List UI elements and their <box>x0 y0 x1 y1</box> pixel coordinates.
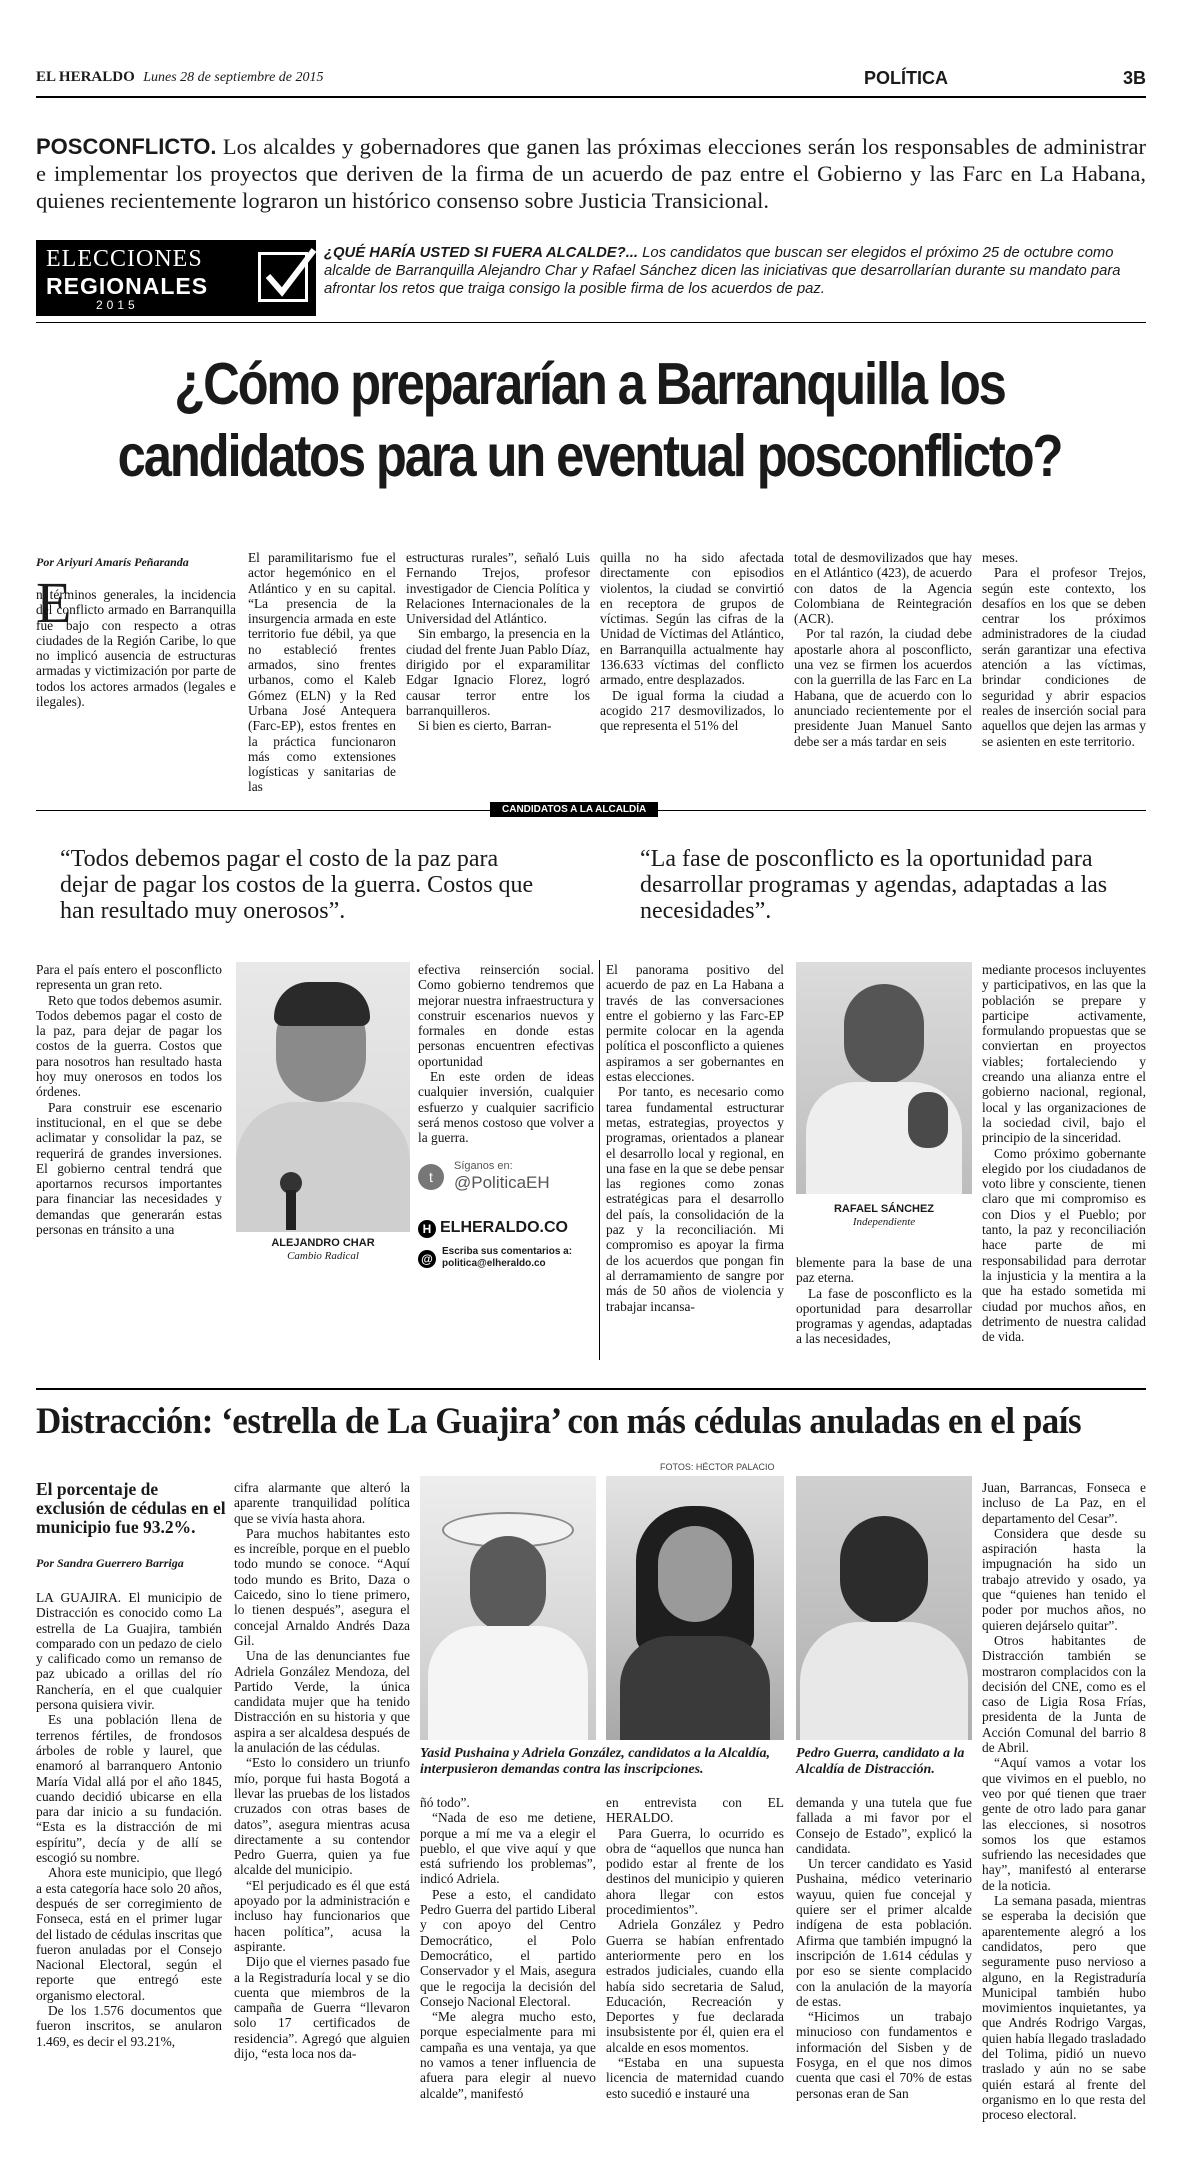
story1-byline: Por Ariyuri Amarís Peñaranda <box>36 555 189 569</box>
story2-col2-paragraph: Para muchos habitantes esto es increíble, porque en el pueblo todo mundo se conoce. “Aquí todo mundo es Brito, Daza o Caicedo, sino lo tiene primero, lo tienen después”, asegura el concejal Arnaldo Andrés Daza Gil. <box>234 1525 410 1648</box>
story1-col5-paragraph: Por tal razón, la ciudad debe apostarle ahora al posconflicto, una vez se firmen los acuerdos con la guerrilla de las Farc en La Habana, que de acuerdo con lo anunciado recientemente por el presidente Juan Manuel Santo debe ser a más tardar en seis <box>794 626 972 749</box>
quote-sanchez: “La fase de posconflicto es la oportunidad para desarrollar programas y agendas, adaptadas a las necesidades”. <box>640 846 1108 924</box>
sanchez-col3-paragraph: mediante procesos incluyentes y participativos, en las que la población se prepare y participe activamente, formulando propuestas que se conviertan en proyectos viables; fortaleciendo y creando una alianza entre el gobierno nacional, regional, local y las organizaciones de la sociedad civil, bajo el principio de la sinceridad. <box>982 962 1146 1146</box>
story1-col1 <box>36 587 236 709</box>
guerra-head <box>840 1516 928 1624</box>
twitter-handle[interactable]: @PoliticaEH <box>454 1173 550 1192</box>
sanchez-photo <box>796 962 972 1194</box>
brand-logo-icon: H <box>418 1220 436 1238</box>
story1-col1-text: n términos generales, la incidencia del conflicto armado en Barranquilla fue bajo con respecto a otras ciudades de la Región Caribe, lo que no implicó ausencia de estructuras armadas y victimización por parte de todos los actores armados (legales e ilegales). <box>36 587 236 710</box>
sanchez-name: RAFAEL SÁNCHEZ <box>833 1203 935 1215</box>
header-rule <box>36 96 1146 98</box>
char-photo <box>236 962 410 1232</box>
sanchez-col3 <box>982 962 1146 1344</box>
story2-col2-paragraph: “El perjudicado es él que está apoyado por la administración e incluso hay funcionarios que hacen política”, acusa la aspirante. <box>234 1877 410 1954</box>
story2-col6-paragraph: Considera que desde su aspiración hasta la impugnación ha sido un trabajo atrevido y osado, ya que “quienes han tenido el poder por muchos años, no quieren dejárselo quitar”. <box>982 1525 1146 1633</box>
story2-summary: El porcentaje de exclusión de cédulas en el municipio fue 93.2%. <box>36 1479 226 1537</box>
story2-col1-paragraph: LA GUAJIRA. El municipio de Distracción es conocido como La estrella de La Guajira, también comparado con un pedazo de cielo y calificado como un remanso de paz ubicado a orillas del río Ranchería, en el que cualquier persona quisiera vivir. <box>36 1590 222 1713</box>
char-col1-paragraph: Reto que todos debemos asumir. Todos debemos pagar el costo de la paz, para dejar de pagar los costos de la guerra. Costos que para nosotros han resultado hasta hoy muy onerosos en todos los órdenes. <box>36 992 222 1100</box>
sanchez-col3-paragraph: Como próximo gobernante elegido por los ciudadanos de voto libre y consciente, tienen claro que mi compromiso es con Dios y el Pueblo; por tanto, la paz y reconciliación hace parte de mi responsabilidad para derrotar la injusticia y la mentira a la que ha estado sometida mi ciudad por muchos años, en detrimento de nuestra calidad de vida. <box>982 1145 1146 1345</box>
photo-credit: FOTOS: HÉCTOR PALACIO <box>660 1462 775 1472</box>
story2-headline: Distracción: ‘estrella de La Guajira’ con más cédulas anuladas en el país <box>36 1401 1082 1442</box>
story1-col3-paragraph: Sin embargo, la presencia en la ciudad del frente Juan Pablo Díaz, dirigido por el exparamilitar Edgar Ignacio Florez, logró causar terror entre los barranquilleros. <box>406 626 590 718</box>
sanchez-hand <box>908 1092 948 1148</box>
pushaina-head <box>470 1536 546 1632</box>
lead-kicker: POSCONFLICTO. <box>36 134 217 159</box>
story2-col2-paragraph: Dijo que el viernes pasado fue a la Registraduría local y se dio cuenta que miembros de la campaña de Guerra “llevaron solo 17 certificados de residencia”. Agregó que alguien dijo, “esta loca nos da- <box>234 1954 410 2061</box>
story1-col2 <box>248 550 396 795</box>
masthead <box>36 68 1146 96</box>
gonzalez-photo <box>606 1476 784 1740</box>
story1-col4-paragraph: De igual forma la ciudad a acogido 217 desmovilizados, lo que representa el 51% del <box>600 687 784 734</box>
story2-col1-paragraph: De los 1.576 documentos que fueron inscritos, se anularon 1.469, es decir el 93.21%, <box>36 2003 222 2049</box>
story1-col6-paragraph: Para el profesor Trejos, según este contexto, los desafíos en los que se deben centrar los próximos administradores de la ciudad serán garantizar una efectiva atención a las víctimas, brindar condiciones de seguridad y abrir espacios reales de inserción social para aquellos que dejen las armas y se asienten en este territorio. <box>982 565 1146 749</box>
page-number: 3B <box>1122 68 1146 88</box>
story2-col5-paragraph: “Hicimos un trabajo minucioso con fundamentos e información del Sisben y de Fosyga, en el que nos dimos cuenta que casi el 70% de estas personas eran de San <box>796 2009 972 2101</box>
sanchez-party: Independiente <box>852 1216 916 1228</box>
story2-col6-paragraph: Juan, Barrancas, Fonseca e incluso de La Paz, en el departamento del Cesar”. <box>982 1480 1146 1526</box>
story2-col3 <box>420 1795 596 2101</box>
headline-line1: ¿Cómo prepararían a Barranquilla los <box>174 351 1005 417</box>
char-col2-paragraph: En este orden de ideas cualquier inversión, cualquier esfuerzo y cualquier sacrificio será menos costoso que volver a la guerra. <box>418 1069 594 1146</box>
story2-col6-paragraph: La semana pasada, mientras se esperaba la decisión que aparentemente alegró a los candidatos, pero que seguramente puso nervioso a alguno, en la Registraduría Municipal también hubo movimientos inquietantes, ya que Andrés Rodrigo Vargas, quien había llegado trasladado del Tolima, pidió un nuevo traslado y aún no se sabe quién estará al frente del organismo en lo que resta del proceso electoral. <box>982 1893 1146 2123</box>
story1-col3-paragraph: Si bien es cierto, Barran- <box>418 718 552 734</box>
char-party: Cambio Radical <box>287 1250 359 1262</box>
story2-col1-paragraph: Es una población llena de terrenos fértiles, de frondosos árboles de roble y laurel, que enamoró al barranquero Antonio María Vidal allá por el año 1845, cuando decidió ubicarse en ella para dar inicio a su fundación. “Esta es la distracción de mi espíritu”, decía y de allí se escogió su nombre. <box>36 1712 222 1866</box>
question-box <box>318 240 1146 316</box>
story1-dropcap: E <box>36 570 72 635</box>
story2-col3-paragraph: ñó todo”. <box>420 1795 470 1810</box>
story2-col6 <box>982 1480 1146 2122</box>
pushaina-body <box>428 1626 588 1740</box>
sanchez-head <box>844 984 924 1084</box>
story2-col3-paragraph: Pese a esto, el candidato Pedro Guerra del partido Liberal y con apoyo del Centro Democrático, el Polo Democrático, el partido Conservador y el Mais, asegura que le regocija la decisión del Consejo Nacional Electoral. <box>420 1886 596 2009</box>
story2-col2-paragraph: “Esto lo considero un triunfo mío, porque fui hasta Bogotá a llevar las pruebas de los listados cruzados con otras bases de datos”, asegura mientras acusa directamente a su contendor Pedro Guerra, quien ya fue alcalde del municipio. <box>234 1755 410 1878</box>
sanchez-col1-paragraph: Por tanto, es necesario como tarea fundamental estructurar metas, estrategias, proyectos y programas, orientados a planear el desarrollo local y regional, en una fase en la que se debe pensar las regiones como zonas estratégicas para el desarrollo del país, la consolidación de la paz y la reconciliación. Mi compromiso es apoyar la firma de los acuerdos que pongan fin al derramamiento de sangre por más de 50 años de violencia y trabajar incansa- <box>606 1084 784 1314</box>
check-mark-icon <box>258 244 320 306</box>
story2-col4-paragraph: en entrevista con EL HERALDO. <box>606 1795 784 1826</box>
story2-col3-paragraph: “Me alegra mucho esto, porque especialmente para mi campaña es una ventaja, ya que no vamos a tener influencia de afuera para elegir al nuevo alcalde”, manifestó <box>420 2009 596 2101</box>
logo-line1: ELECCIONES <box>46 246 203 272</box>
section-name: POLÍTICA <box>864 68 948 88</box>
mic-handle <box>286 1190 296 1230</box>
story1-col5 <box>794 550 972 749</box>
story2-col1-paragraph: Ahora este municipio, que llegó a esta categoría hace solo 20 años, después de ser corregimiento de Fonseca, está en el primer lugar del listado de cédulas inscritas que fueron anuladas por el Consejo Nacional Electoral, según el reporte que entregó este organismo electoral. <box>36 1865 222 2003</box>
story2-col5-paragraph: Un tercer candidato es Yasid Pushaina, médico veterinario wayuu, quien fue concejal y quiere ser el primer alcalde indígena de esta población. Afirma que también impugnó la inscripción de 1.614 cédulas y por eso se siente complacido con la anulación de la mayoría de estas. <box>796 1856 972 2009</box>
story1-col3 <box>406 550 590 734</box>
headline-line2: candidatos para un eventual posconflicto? <box>117 423 1062 489</box>
issue-date: Lunes 28 de septiembre de 2015 <box>143 70 324 85</box>
char-col2 <box>418 962 594 1146</box>
story2-col3-paragraph: “Nada de eso me detiene, porque a mí me va a elegir el pueblo, el que vive aquí y que está sufriendo los problemas”, indicó Adriela. <box>420 1810 596 1887</box>
story1-col4 <box>600 550 784 734</box>
section-rule <box>36 1388 1146 1390</box>
brand-url[interactable]: ELHERALDO.CO <box>440 1219 568 1236</box>
char-col1-paragraph: Para construir ese escenario institucional, en el que se debe aclimatar y consolidar la paz, se requerirá de grandes inversiones. El gobierno central tendrá que aportarnos recursos importantes para financiar las necesidades y demandas que generarán estas personas en tránsito a una <box>36 1099 222 1238</box>
paper-name: EL HERALDO <box>36 69 135 85</box>
guerra-body <box>800 1622 968 1740</box>
story1-col6-paragraph: meses. <box>982 550 1019 565</box>
candidates-label: CANDIDATOS A LA ALCALDÍA <box>490 802 658 817</box>
story2-col5-paragraph: demanda y una tutela que fue fallada a mi favor por el Consejo de Estado”, explicó la candidata. <box>796 1795 972 1856</box>
story2-col4 <box>606 1795 784 2101</box>
story2-col1 <box>36 1590 222 2049</box>
twitter-icon: t <box>418 1164 444 1190</box>
elecciones-logo <box>36 240 316 316</box>
char-col2-paragraph: efectiva reinserción social. Como gobierno tendremos que mejorar nuestra infraestructura y construir escenarios nuevos y formales en donde estas personas encuentren efectivas oportunidad <box>418 962 594 1069</box>
main-headline <box>83 348 1097 492</box>
question-text: Los candidatos que buscan ser elegidos el próximo 25 de octubre como alcalde de Barranquilla Alejandro Char y Rafael Sánchez dicen las iniciativas que desarrollarían durante su mandato para afrontar los retos que traiga consigo la posible firma de los acuerdos de paz. <box>324 245 1121 297</box>
story2-col4-paragraph: Para Guerra, lo ocurrido es obra de “aquellos que nunca han podido estar al frente de los destinos del municipio y quieren ahora llegar con estos procedimientos”. <box>606 1825 784 1918</box>
logo-line2: REGIONALES <box>46 273 209 299</box>
candidates-divider <box>599 960 600 1360</box>
story2-col2-paragraph: cifra alarmante que alteró la aparente tranquilidad política que se vivía hasta ahora. <box>234 1480 410 1526</box>
story1-col2-paragraph: El paramilitarismo fue el actor hegemónico en el Atlántico y en su capital. “La presencia de la insurgencia armada en este territorio fue débil, ya que no estableció frentes armados, sino frentes urbanos, como el Kaleb Gómez (ELN) y la Red Urbana José Antequera (Farc-EP), estos frentes en la práctica funcionaron más como extensiones logísticas y sanitarias de las <box>248 550 396 795</box>
gonzalez-face <box>658 1526 732 1622</box>
comments-email[interactable]: politica@elheraldo.co <box>442 1258 546 1269</box>
lead-paragraph <box>36 133 1146 214</box>
story2-byline: Por Sandra Guerrero Barriga <box>36 1556 184 1570</box>
question-kicker: ¿QUÉ HARÍA USTED SI FUERA ALCALDE?... <box>324 245 639 261</box>
story2-col2-paragraph: Una de las denunciantes fue Adriela González Mendoza, del Partido Verde, la única candidata mujer que ha tenido Distracción en su historia y que aspira a ser alcaldesa después de la anulación de las cédulas. <box>234 1648 410 1756</box>
story2-col4-paragraph: “Estaba en una supuesta licencia de maternidad cuando esto sucedió e instauré una <box>606 2055 784 2101</box>
at-icon: @ <box>418 1250 436 1268</box>
story1-col4-paragraph: quilla no ha sido afectada directamente con episodios violentos, la ciudad se convirtió en receptora de grupos de víctimas. Según las cifras de la Unidad de Víctimas del Atlántico, en Barranquilla actualmente hay 136.633 víctimas del conflicto armado, entre desplazados. <box>600 550 784 688</box>
sanchez-col2-paragraph: blemente para la base de una paz eterna. <box>796 1255 972 1286</box>
story2-col6-paragraph: “Aquí vamos a votar los que vivimos en el pueblo, no veo por qué tienen que traer gente de otro lado para ganar las elecciones, si nosotros somos los que estamos sufriendo las necesidades que hay”, manifestó al enterarse de la noticia. <box>982 1755 1146 1893</box>
social-box <box>418 1160 594 1270</box>
char-hair <box>274 982 370 1026</box>
sanchez-col1 <box>606 962 784 1314</box>
lead-text: Los alcaldes y gobernadores que ganen las próximas elecciones serán los responsables de administrar e implementar los proyectos que deriven de la firma de un acuerdo de paz entre el Gobierno y las Farc en La Habana, quienes recientemente lograron un histórico consenso sobre Justicia Transicional. <box>36 134 1147 213</box>
write-label: Escriba sus comentarios a: <box>442 1246 573 1257</box>
story2-col4-paragraph: Adriela González y Pedro Guerra se habían enfrentado anteriormente pero en los estrados judiciales, cuando ella había sido secretaria de Salud, Educación, Recreación y Deportes y fue declarada insubsistente por él, quien era el alcalde en esos momentos. <box>606 1917 784 2055</box>
follow-label: Síganos en: <box>454 1160 513 1172</box>
story2-col5 <box>796 1795 972 2101</box>
char-col1 <box>36 962 222 1237</box>
guerra-photo <box>796 1476 972 1740</box>
char-col1-paragraph: Para el país entero el posconflicto representa un gran reto. <box>36 962 222 993</box>
question-rule <box>36 322 1146 323</box>
gonzalez-body <box>620 1636 770 1740</box>
pushaina-photo <box>420 1476 596 1740</box>
char-name: ALEJANDRO CHAR <box>271 1237 375 1249</box>
quote-char: “Todos debemos pagar el costo de la paz para dejar de pagar los costos de la guerra. Costos que han resultado muy onerosos”. <box>60 846 534 924</box>
logo-year: 2015 <box>96 298 139 312</box>
char-body <box>236 1102 410 1232</box>
story1-col6 <box>982 550 1146 749</box>
caption-guerra: Pedro Guerra, candidato a la Alcaldía de Distracción. <box>796 1746 965 1777</box>
sanchez-col2-paragraph: La fase de posconflicto es la oportunidad para desarrollar programas y agendas, adaptadas a las necesidades, <box>796 1285 972 1347</box>
story1-col5-paragraph: total de desmovilizados que hay en el Atlántico (423), de acuerdo con datos de la Agencia Colombiana de Reintegración (ACR). <box>794 550 972 627</box>
sanchez-col1-paragraph: El panorama positivo del acuerdo de paz en La Habana a través de las conversaciones entre el gobierno y las Farc-EP permite colocar en la agenda política el posconflicto a quienes aspiramos a ser gobernantes en estas elecciones. <box>606 962 784 1085</box>
sanchez-col2 <box>796 1255 972 1347</box>
caption-candidates: Yasid Pushaina y Adriela González, candidatos a la Alcaldía, interpusieron demandas contra las inscripciones. <box>420 1746 771 1777</box>
story2-col2 <box>234 1480 410 2061</box>
story2-col6-paragraph: Otros habitantes de Distracción también se mostraron complacidos con la decisión del CNE, como es el caso de Ligia Rosa Frías, presidenta de la Junta de Acción Comunal del barrio 8 de Abril. <box>982 1632 1146 1756</box>
story1-col3-paragraph: estructuras rurales”, señaló Luis Fernando Trejos, profesor investigador de Ciencia Política y Relaciones Internacionales de la Universidad del Atlántico. <box>406 550 590 627</box>
